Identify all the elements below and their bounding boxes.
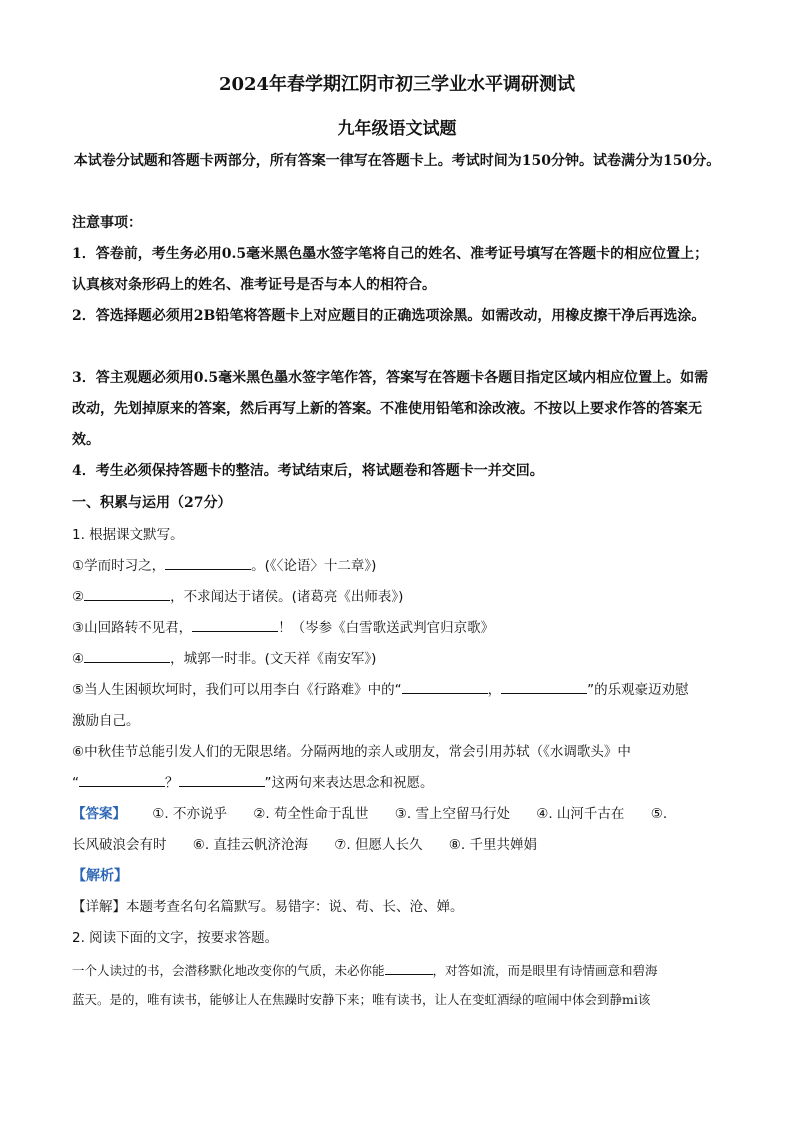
answer-item: ⑥. 直挂云帆济沧海 bbox=[192, 837, 308, 853]
question-1-line-6: ⑥中秋佳节总能引发人们的无限思绪。分隔两地的亲人或朋友，常会引用苏轼（《水调歌头》中 “ ？ ”这两句来表达思念和祝愿。 bbox=[72, 744, 631, 791]
answer-block bbox=[72, 799, 722, 861]
question-1-line-5: ⑤当人生困顿坎坷时，我们可以用李白《行路难》中的“ ， ”的乐观豪迈劝慰 激励自己。 bbox=[72, 675, 722, 737]
answer-blank bbox=[165, 555, 251, 570]
question-1-line-1: ①学而时习之， 。(《〈论语〉十二章》) bbox=[72, 551, 722, 582]
note-item-2: 2．答选择题必须用2B铅笔将答题卡上对应题目的正确选项涂黑。如需改动，用橡皮擦干净后再选涂。 bbox=[72, 308, 706, 324]
section-heading: 一、积累与运用（27分） bbox=[72, 495, 232, 511]
exam-intro: 本试卷分试题和答题卡两部分，所有答案一律写在答题卡上。考试时间为150分钟。试卷满分为150分。 bbox=[73, 153, 721, 169]
question-1-line-2: ② ，不求闻达于诸侯。(诸葛亮《出师表》) bbox=[72, 582, 722, 613]
analysis-tag: 【解析】 bbox=[72, 868, 128, 884]
answer-item: ③. 雪上空留马行处 bbox=[394, 806, 510, 822]
answer-tag: 【答案】 bbox=[72, 806, 126, 822]
answer-item: ①. 不亦说乎 bbox=[152, 806, 227, 822]
question-2-stem: 2. 阅读下面的文字，按要求答题。 bbox=[72, 930, 279, 946]
exam-title: 2024年春学期江阴市初三学业水平调研测试 bbox=[218, 74, 576, 95]
notes-heading: 注意事项： bbox=[72, 215, 142, 231]
answer-blank bbox=[84, 586, 170, 601]
answer-item: ④. 山河千古在 bbox=[536, 806, 625, 822]
question-1-line-4: ④ ，城郭一时非。(文天祥《南安军》) bbox=[72, 644, 722, 675]
analysis-detail: 【详解】本题考查名句名篇默写。易错字：说、苟、长、沧、婵。 bbox=[72, 899, 464, 915]
note-item-3: 3．答主观题必须用0.5毫米黑色墨水签字笔作答，答案写在答题卡各题目指定区域内相应位置上。如需改动，先划掉原来的答案，然后再写上新的答案。不准使用铅笔和涂改液。不按以上要求作答的答案无效。 bbox=[72, 370, 709, 448]
question-1-line-3: ③山回路转不见君， ！（岑参《白雪歌送武判官归京歌》 bbox=[72, 613, 722, 644]
answer-item: ⑤. bbox=[650, 806, 668, 822]
answer-blank bbox=[501, 679, 587, 694]
answer-item: 长风破浪会有时 bbox=[72, 837, 167, 853]
question-1-stem: 1. 根据课文默写。 bbox=[72, 527, 184, 543]
question-2-passage: 一个人读过的书，会潜移默化地改变你的气质，未必你能 ，对答如流，而是眼里有诗情画意和碧海 蓝天。是的，唯有读书，能够让人在焦躁时安静下来；唯有读书，让人在变虹酒绿的喧闹中体会到静mi该 bbox=[72, 963, 658, 1007]
answer-item: ②. 苟全性命于乱世 bbox=[253, 806, 369, 822]
answer-blank bbox=[192, 617, 278, 632]
note-item-1: 1．答卷前，考生务必用0.5毫米黑色墨水签字笔将自己的姓名、准考证号填写在答题卡的相应位置上；认真核对条形码上的姓名、准考证号是否与本人的相符合。 bbox=[72, 246, 709, 293]
answer-item: ⑧. 千里共婵娟 bbox=[448, 837, 537, 853]
answer-blank bbox=[179, 772, 265, 787]
answer-item: ⑦. 但愿人长久 bbox=[334, 837, 423, 853]
answer-blank bbox=[84, 648, 170, 663]
answer-blank bbox=[385, 961, 433, 975]
note-item-4: 4．考生必须保持答题卡的整洁。考试结束后，将试题卷和答题卡一并交回。 bbox=[72, 463, 544, 479]
answer-blank bbox=[79, 772, 165, 787]
answer-blank bbox=[402, 679, 488, 694]
exam-subtitle: 九年级语文试题 bbox=[337, 119, 457, 139]
